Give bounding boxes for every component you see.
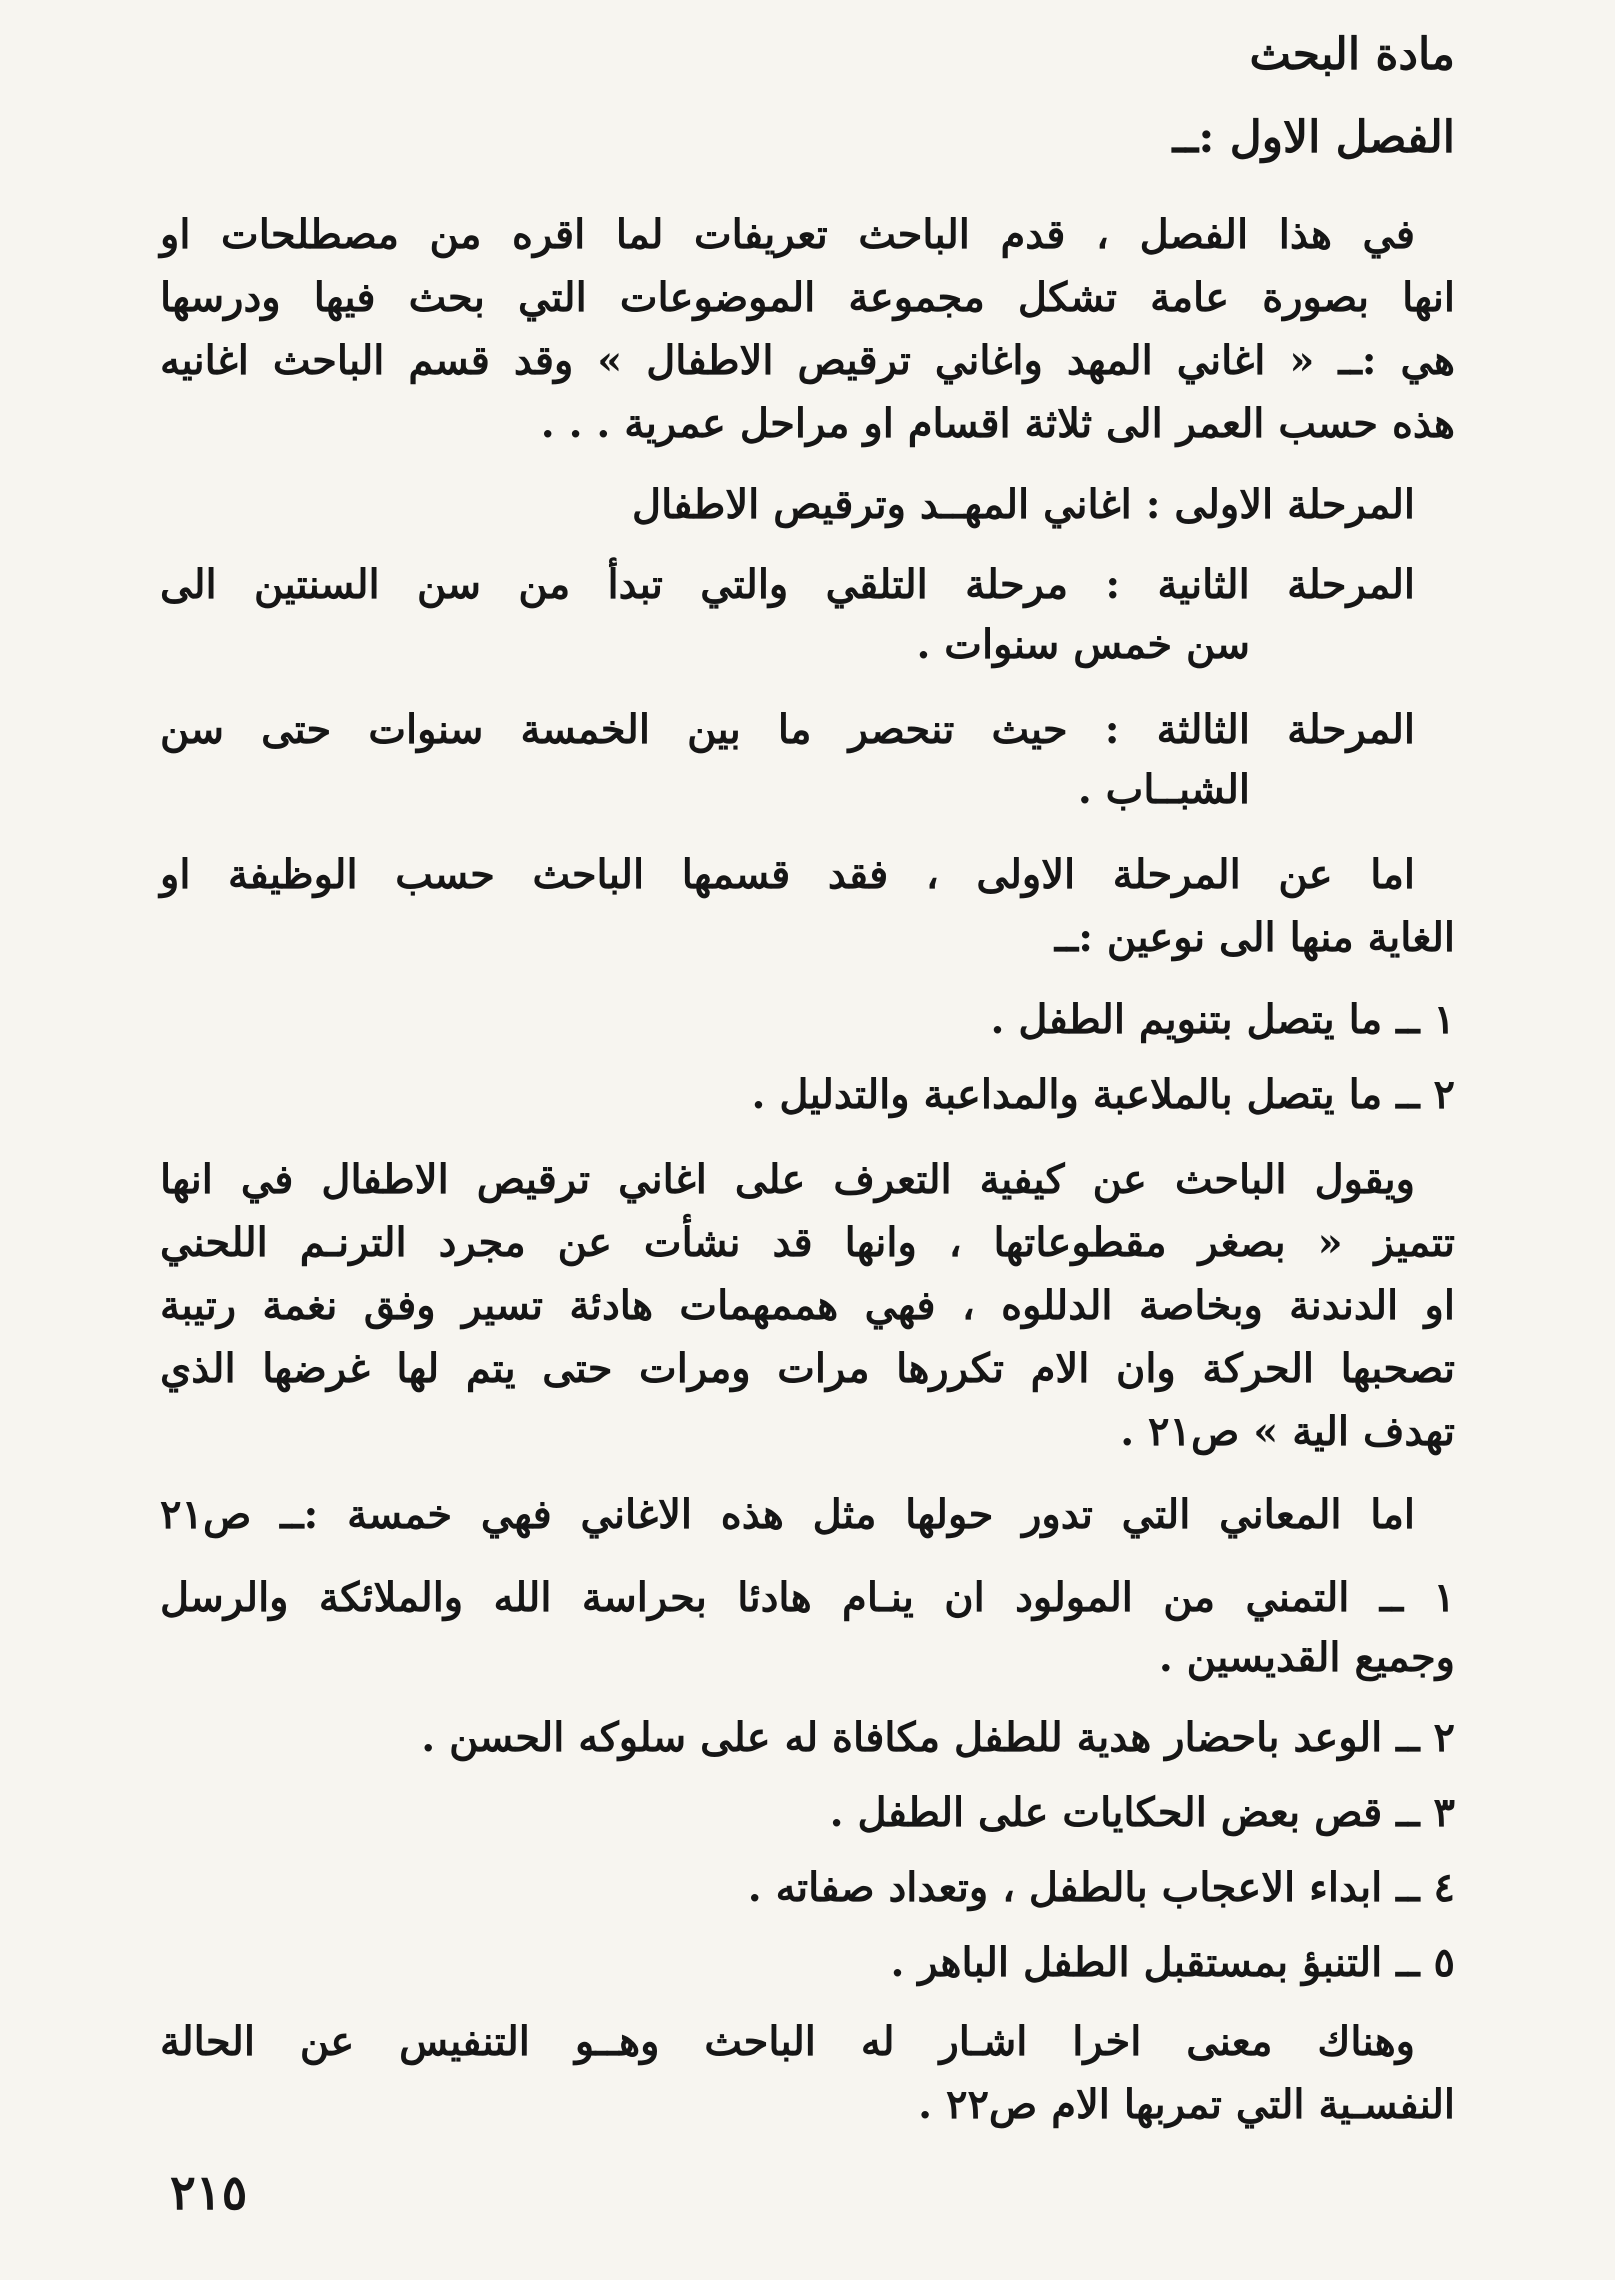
meaning-item: وجميع القديسين . <box>1158 1634 1455 1681</box>
meaning-item: ٤ ــ ابداء الاعجاب بالطفل ، وتعداد صفاته . <box>747 1864 1455 1911</box>
quote-line: ويقول الباحث عن كيفية التعرف على اغاني ترقيص الاطفال في انها <box>160 1156 1415 1203</box>
quote-line: او الدندنة وبخاصة الدللوه ، فهي هممهمات هادئة تسير وفق نغمة رتيبة <box>160 1282 1455 1329</box>
meaning-item: ٥ ــ التنبؤ بمستقبل الطفل الباهر . <box>890 1939 1455 1986</box>
quote-line: تتميز « بصغر مقطوعاتها ، وانها قد نشأت عن مجرد الترنـم اللحني <box>160 1219 1455 1266</box>
stage-line: المرحلة الثانية : مرحلة التلقي والتي تبدأ من سن السنتين الى <box>160 561 1415 608</box>
first-stage-line: الغاية منها الى نوعين :ــ <box>1054 914 1455 961</box>
closing-line: وهناك معنى اخرا اشـار له الباحث وهــو التنفيس عن الحالة <box>160 2018 1415 2065</box>
closing-line: النفسـية التي تمربها الام ص٢٢ . <box>918 2081 1455 2128</box>
quote-line: تصحبها الحركة وان الام تكررها مرات ومرات حتى يتم لها غرضها الذي <box>160 1345 1455 1392</box>
first-stage-line: اما عن المرحلة الاولى ، فقد قسمها الباحث حسب الوظيفة او <box>160 851 1415 898</box>
page-number: ٢١٥ <box>170 2165 248 2221</box>
intro-line: في هذا الفصل ، قدم الباحث تعريفات لما اقره من مصطلحات او <box>160 211 1415 258</box>
intro-line: انها بصورة عامة تشكل مجموعة الموضوعات التي بحث فيها ودرسها <box>160 274 1455 321</box>
intro-line: هي :ــ « اغاني المهد واغاني ترقيص الاطفال » وقد قسم الباحث اغانيه <box>160 337 1455 384</box>
meaning-item: ٢ ــ الوعد باحضار هدية للطفل مكافاة له على سلوكه الحسن . <box>421 1714 1455 1761</box>
stage-line: المرحلة الثالثة : حيث تنحصر ما بين الخمسة سنوات حتى سن <box>160 706 1415 753</box>
stage-line: المرحلة الاولى : اغاني المهــد وترقيص الاطفال <box>632 481 1415 528</box>
meaning-item: ١ ــ التمني من المولود ان ينـام هادئا بحراسة الله والملائكة والرسل <box>160 1574 1455 1621</box>
intro-line: هذه حسب العمر الى ثلاثة اقسام او مراحل عمرية . . . <box>540 400 1455 447</box>
meanings-intro: اما المعاني التي تدور حولها مثل هذه الاغاني فهي خمسة :ــ ص٢١ <box>160 1491 1415 1538</box>
stage-line: الشبــاب . <box>1077 766 1250 813</box>
meaning-item: ٣ ــ قص بعض الحكايات على الطفل . <box>829 1789 1455 1836</box>
type-item: ٢ ــ ما يتصل بالملاعبة والمداعبة والتدليل . <box>751 1071 1455 1118</box>
stage-line: سن خمس سنوات . <box>916 621 1250 668</box>
chapter-heading: الفصل الاول :ــ <box>1172 112 1455 163</box>
quote-line: تهدف الية » ص٢١ . <box>1120 1408 1455 1455</box>
type-item: ١ ــ ما يتصل بتنويم الطفل . <box>990 996 1455 1043</box>
section-heading: مادة البحث <box>1249 29 1455 80</box>
